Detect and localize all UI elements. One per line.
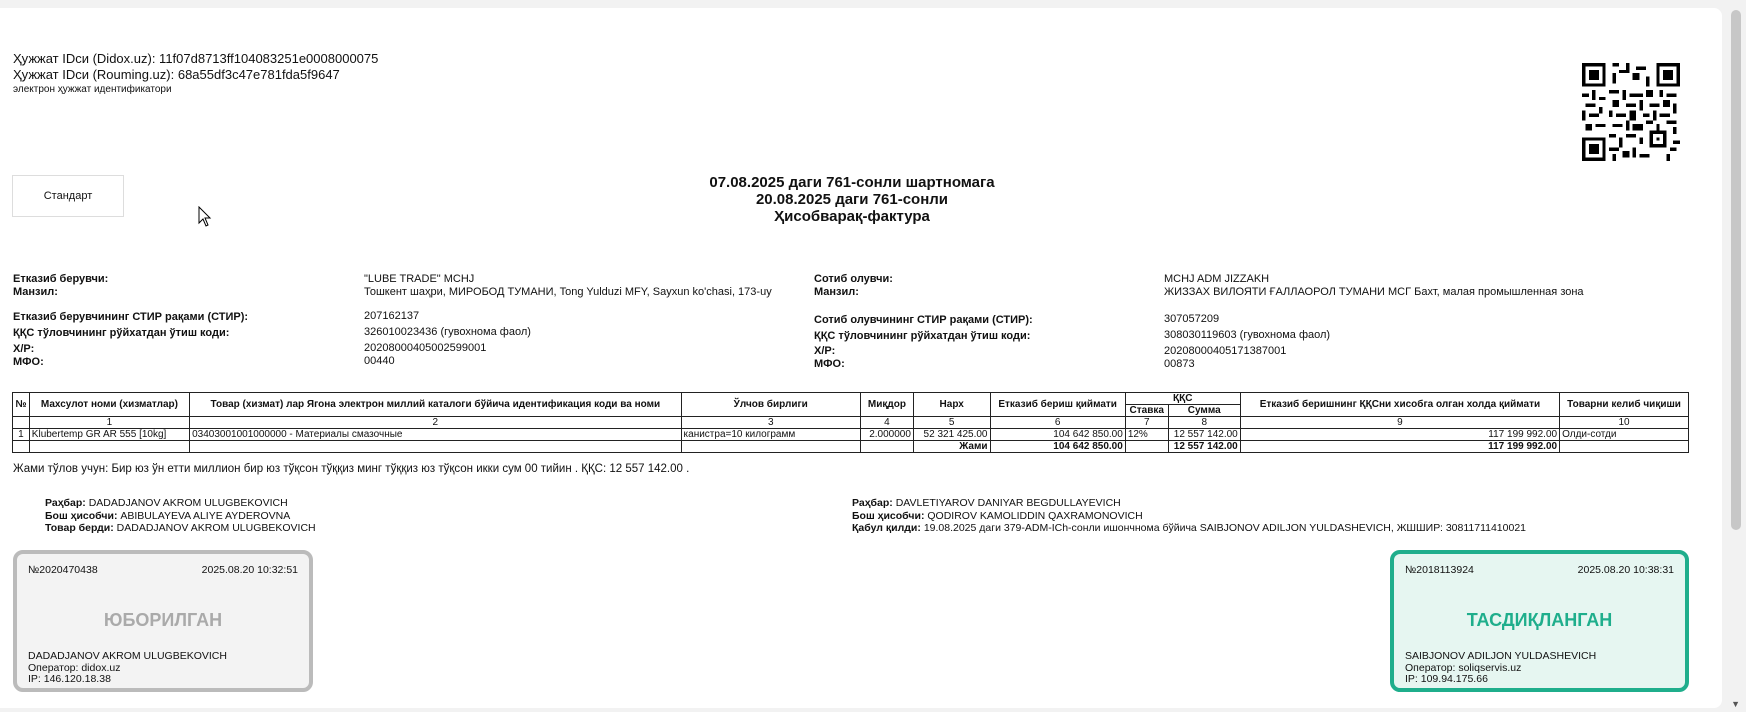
row-num: 1 bbox=[13, 429, 30, 441]
buyer-account: 20208000405171387001 bbox=[1164, 345, 1287, 357]
seller-block bbox=[13, 273, 793, 373]
col-header-name: Махсулот номи (хизматлар) bbox=[29, 393, 189, 417]
confirmed-stamp-number: №2018113924 bbox=[1405, 564, 1474, 576]
col-header-origin: Товарни келиб чиқиши bbox=[1560, 393, 1689, 417]
document-title bbox=[600, 174, 1104, 225]
buyer-name: MCHJ ADM JIZZAKH bbox=[1164, 273, 1270, 285]
buyer-accountant-label: Бош ҳисобчи: bbox=[852, 509, 925, 522]
row-vat-sum: 12 557 142.00 bbox=[1168, 429, 1240, 441]
seller-tin-label: Етказиб берувчининг СТИР рақами (СТИР): bbox=[13, 311, 249, 323]
seller-accountant-label: Бош ҳисобчи: bbox=[45, 509, 118, 522]
row-origin: Олди-сотди bbox=[1560, 429, 1689, 441]
buyer-account-label: Х/Р: bbox=[814, 345, 836, 357]
mouse-cursor-icon bbox=[198, 206, 212, 228]
buyer-head: DAVLETIYAROV DANIYAR BEGDULLAYEVICH bbox=[895, 497, 1121, 509]
scrollbar-thumb[interactable] bbox=[1731, 10, 1741, 530]
col-header-catalog: Товар (хизмат) лар Ягона электрон миллий каталоги бўйича идентификация коди ва номи bbox=[190, 393, 681, 417]
col-header-vat: ҚҚС bbox=[1125, 393, 1240, 405]
sent-stamp-number: №2020470438 bbox=[28, 564, 98, 576]
buyer-accountant: QODIROV KAMOLIDDIN QAXRAMONOVICH bbox=[927, 509, 1143, 522]
row-name: Klubertemp GR AR 555 [10kg] bbox=[29, 429, 189, 441]
buyer-mfo: 00873 bbox=[1164, 358, 1195, 370]
seller-head-label: Раҳбар: bbox=[45, 497, 86, 509]
didox-id: Ҳужжат IDси (Didox.uz): 11f07d8713ff104083251e0008000075 bbox=[13, 51, 379, 66]
sent-stamp bbox=[13, 550, 313, 692]
buyer-address-label: Манзил: bbox=[814, 286, 859, 298]
col-number: 10 bbox=[1560, 417, 1689, 429]
col-header-vat-sum: Сумма bbox=[1168, 405, 1240, 417]
col-header-unit: Ўлчов бирлиги bbox=[681, 393, 860, 417]
seller-signers bbox=[45, 497, 316, 535]
row-delivery: 104 642 850.00 bbox=[990, 429, 1125, 441]
sent-stamp-person: DADADJANOV AKROM ULUGBEKOVICH bbox=[28, 650, 227, 662]
confirmed-stamp bbox=[1390, 550, 1689, 692]
confirmed-stamp-person: SAIBJONOV ADILJON YULDASHEVICH bbox=[1405, 650, 1597, 662]
col-number: 1 bbox=[29, 417, 189, 429]
col-header-num: № bbox=[13, 393, 30, 417]
total-label: Жами bbox=[913, 441, 990, 453]
col-header-price: Нарх bbox=[913, 393, 990, 417]
seller-released: DADADJANOV AKROM ULUGBEKOVICH bbox=[116, 522, 316, 534]
sent-stamp-operator: Оператор: didox.uz bbox=[28, 661, 121, 674]
document-ids bbox=[13, 51, 378, 97]
seller-accountant: ABIBULAYEVA ALIYE AYDEROVNA bbox=[120, 509, 291, 522]
total-vat-sum: 12 557 142.00 bbox=[1168, 441, 1240, 453]
document-page bbox=[0, 8, 1722, 708]
col-header-delivery: Етказиб бериш қиймати bbox=[990, 393, 1125, 417]
seller-address: Тошкент шаҳри, МИРОБОД ТУМАНИ, Tong Yulduzi MFY, Sayxun ko'chasi, 173-uy bbox=[364, 286, 772, 298]
seller-mfo: 00440 bbox=[364, 355, 395, 367]
total-with-vat: 117 199 992.00 bbox=[1240, 441, 1559, 453]
seller-address-label: Манзил: bbox=[13, 286, 58, 298]
seller-account: 20208000405002599001 bbox=[364, 342, 487, 354]
column-number-row bbox=[13, 417, 1689, 429]
buyer-vat-label: ҚҚС тўловчининг рўйхатдан ўтиш коди: bbox=[814, 330, 1031, 342]
row-catalog: 03403001001000000 - Материалы смазочные bbox=[190, 429, 681, 441]
scroll-down-arrow-icon[interactable]: ▼ bbox=[1731, 699, 1740, 709]
buyer-tin: 307057209 bbox=[1164, 313, 1220, 325]
goods-table bbox=[12, 392, 1689, 453]
vertical-scrollbar[interactable] bbox=[1724, 0, 1746, 712]
row-qty: 2.000000 bbox=[860, 429, 913, 441]
title-invoice-number: 20.08.2025 даги 761-сонли bbox=[755, 191, 949, 208]
total-delivery: 104 642 850.00 bbox=[990, 441, 1125, 453]
title-invoice: Ҳисобварақ-фактура bbox=[774, 208, 930, 225]
sent-stamp-datetime: 2025.08.20 10:32:51 bbox=[201, 564, 298, 576]
buyer-signers bbox=[852, 497, 1526, 535]
ids-caption: электрон ҳужжат идентификатори bbox=[13, 84, 172, 95]
sent-stamp-status: ЮБОРИЛГАН bbox=[103, 610, 223, 630]
table-row bbox=[13, 429, 1689, 441]
seller-mfo-label: МФО: bbox=[13, 356, 44, 368]
buyer-head-label: Раҳбар: bbox=[852, 497, 893, 509]
col-number: 5 bbox=[913, 417, 990, 429]
seller-released-label: Товар берди: bbox=[45, 522, 114, 534]
standard-view-button[interactable]: Стандарт bbox=[12, 175, 124, 217]
buyer-received: 19.08.2025 даги 379-ADM-ICh-сонли ишончнома бўйича SAIBJONOV ADILJON YULDASHEVICH, ЖШШИР: 30811711410021 bbox=[923, 522, 1527, 534]
confirmed-stamp-ip: IP: 109.94.175.66 bbox=[1405, 673, 1488, 685]
buyer-block bbox=[814, 273, 1694, 373]
col-header-qty: Миқдор bbox=[860, 393, 913, 417]
row-total-with-vat: 117 199 992.00 bbox=[1240, 429, 1559, 441]
col-number: 3 bbox=[681, 417, 860, 429]
seller-vat-label: ҚҚС тўловчининг рўйхатдан ўтиш коди: bbox=[13, 327, 230, 339]
buyer-tin-label: Сотиб олувчининг СТИР рақами (СТИР): bbox=[814, 314, 1033, 326]
col-header-total-with-vat: Етказиб беришнинг ҚҚСни хисобга олган холда қиймати bbox=[1240, 393, 1559, 417]
col-number: 8 bbox=[1168, 417, 1240, 429]
row-vat-rate: 12% bbox=[1125, 429, 1168, 441]
confirmed-stamp-status: ТАСДИҚЛАНГАН bbox=[1466, 610, 1613, 630]
seller-account-label: Х/Р: bbox=[13, 343, 35, 355]
seller-vat: 326010023436 (гувохнома фаол) bbox=[364, 326, 531, 338]
sent-stamp-ip: IP: 146.120.18.38 bbox=[28, 673, 111, 685]
col-number: 2 bbox=[190, 417, 681, 429]
confirmed-stamp-operator: Оператор: soliqservis.uz bbox=[1405, 661, 1522, 674]
buyer-mfo-label: МФО: bbox=[814, 358, 845, 370]
row-unit: канистра=10 килограмм bbox=[681, 429, 860, 441]
qr-code-icon bbox=[1582, 63, 1680, 161]
buyer-vat: 308030119603 (гувохнома фаол) bbox=[1164, 329, 1331, 341]
seller-head: DADADJANOV AKROM ULUGBEKOVICH bbox=[88, 497, 288, 509]
total-in-words: Жами тўлов учун: Бир юз ўн етти миллион бир юз тўқсон тўққиз минг тўққиз юз тўқсон икки сум 00 тийин . ҚҚС: 12 557 142.00 . bbox=[13, 463, 690, 475]
buyer-address: ЖИЗЗАХ ВИЛОЯТИ ҒАЛЛАОРОЛ ТУМАНИ МСГ Бахт, малая промышленная зона bbox=[1164, 286, 1584, 298]
col-header-vat-rate: Ставка bbox=[1125, 405, 1168, 417]
buyer-received-label: Қабул қилди: bbox=[852, 522, 921, 534]
seller-tin: 207162137 bbox=[364, 310, 420, 322]
total-row bbox=[13, 441, 1689, 453]
seller-name-label: Етказиб берувчи: bbox=[13, 273, 109, 285]
confirmed-stamp-datetime: 2025.08.20 10:38:31 bbox=[1577, 564, 1674, 576]
title-contract: 07.08.2025 даги 761-сонли шартномага bbox=[709, 174, 995, 191]
col-number: 4 bbox=[860, 417, 913, 429]
col-number: 9 bbox=[1240, 417, 1559, 429]
col-number: 7 bbox=[1125, 417, 1168, 429]
row-price: 52 321 425.00 bbox=[913, 429, 990, 441]
buyer-name-label: Сотиб олувчи: bbox=[814, 273, 893, 285]
rouming-id: Ҳужжат IDси (Rouming.uz): 68a55df3c47e781fda5f9647 bbox=[13, 67, 340, 82]
seller-name: "LUBE TRADE" MCHJ bbox=[364, 273, 475, 285]
col-number: 6 bbox=[990, 417, 1125, 429]
